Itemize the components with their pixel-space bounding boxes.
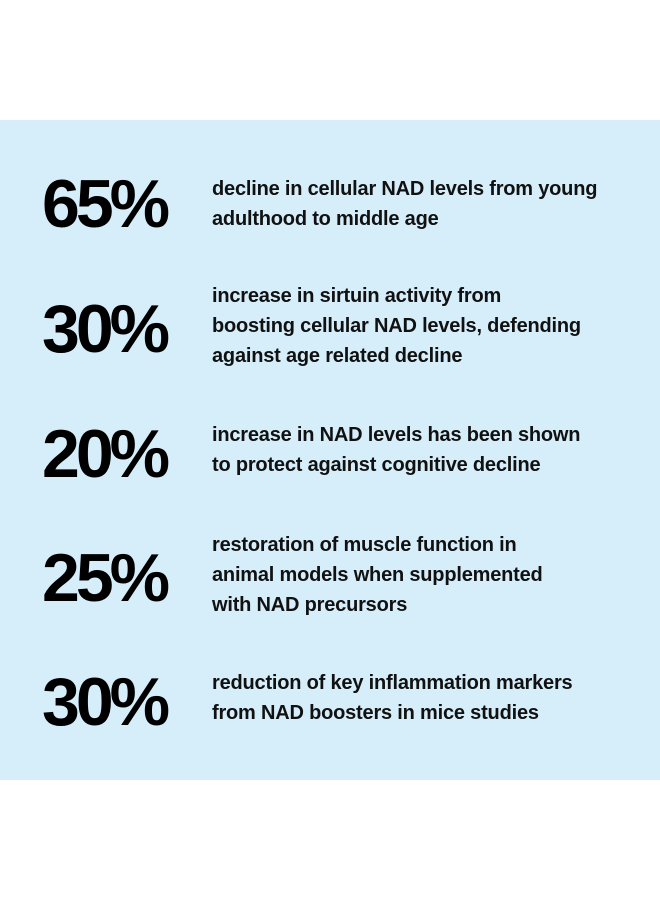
stat-description-line: decline in cellular NAD levels from young xyxy=(212,178,598,200)
stat-description xyxy=(212,668,632,728)
stat-description xyxy=(212,174,632,234)
stat-value: 65% xyxy=(42,166,167,242)
stat-description-line: against age related decline xyxy=(212,345,463,367)
stat-description-line: from NAD boosters in mice studies xyxy=(212,702,539,724)
stat-description xyxy=(212,281,632,371)
stat-description xyxy=(212,530,632,620)
stat-description-line: boosting cellular NAD levels, defending xyxy=(212,315,581,337)
stat-description-line: adulthood to middle age xyxy=(212,208,439,230)
stat-description-line: increase in sirtuin activity from xyxy=(212,285,502,307)
stat-value: 30% xyxy=(42,291,167,367)
stat-description xyxy=(212,420,632,480)
stat-description-line: restoration of muscle function in xyxy=(212,534,517,556)
stat-description-line: increase in NAD levels has been shown xyxy=(212,424,581,446)
stats-panel xyxy=(0,120,660,780)
stat-value: 30% xyxy=(42,664,167,740)
stat-description-line: reduction of key inflammation markers xyxy=(212,672,573,694)
stat-description-line: animal models when supplemented xyxy=(212,564,543,586)
stat-description-line: to protect against cognitive decline xyxy=(212,454,541,476)
stat-value: 20% xyxy=(42,416,167,492)
stat-value: 25% xyxy=(42,540,167,616)
stat-description-line: with NAD precursors xyxy=(212,594,408,616)
